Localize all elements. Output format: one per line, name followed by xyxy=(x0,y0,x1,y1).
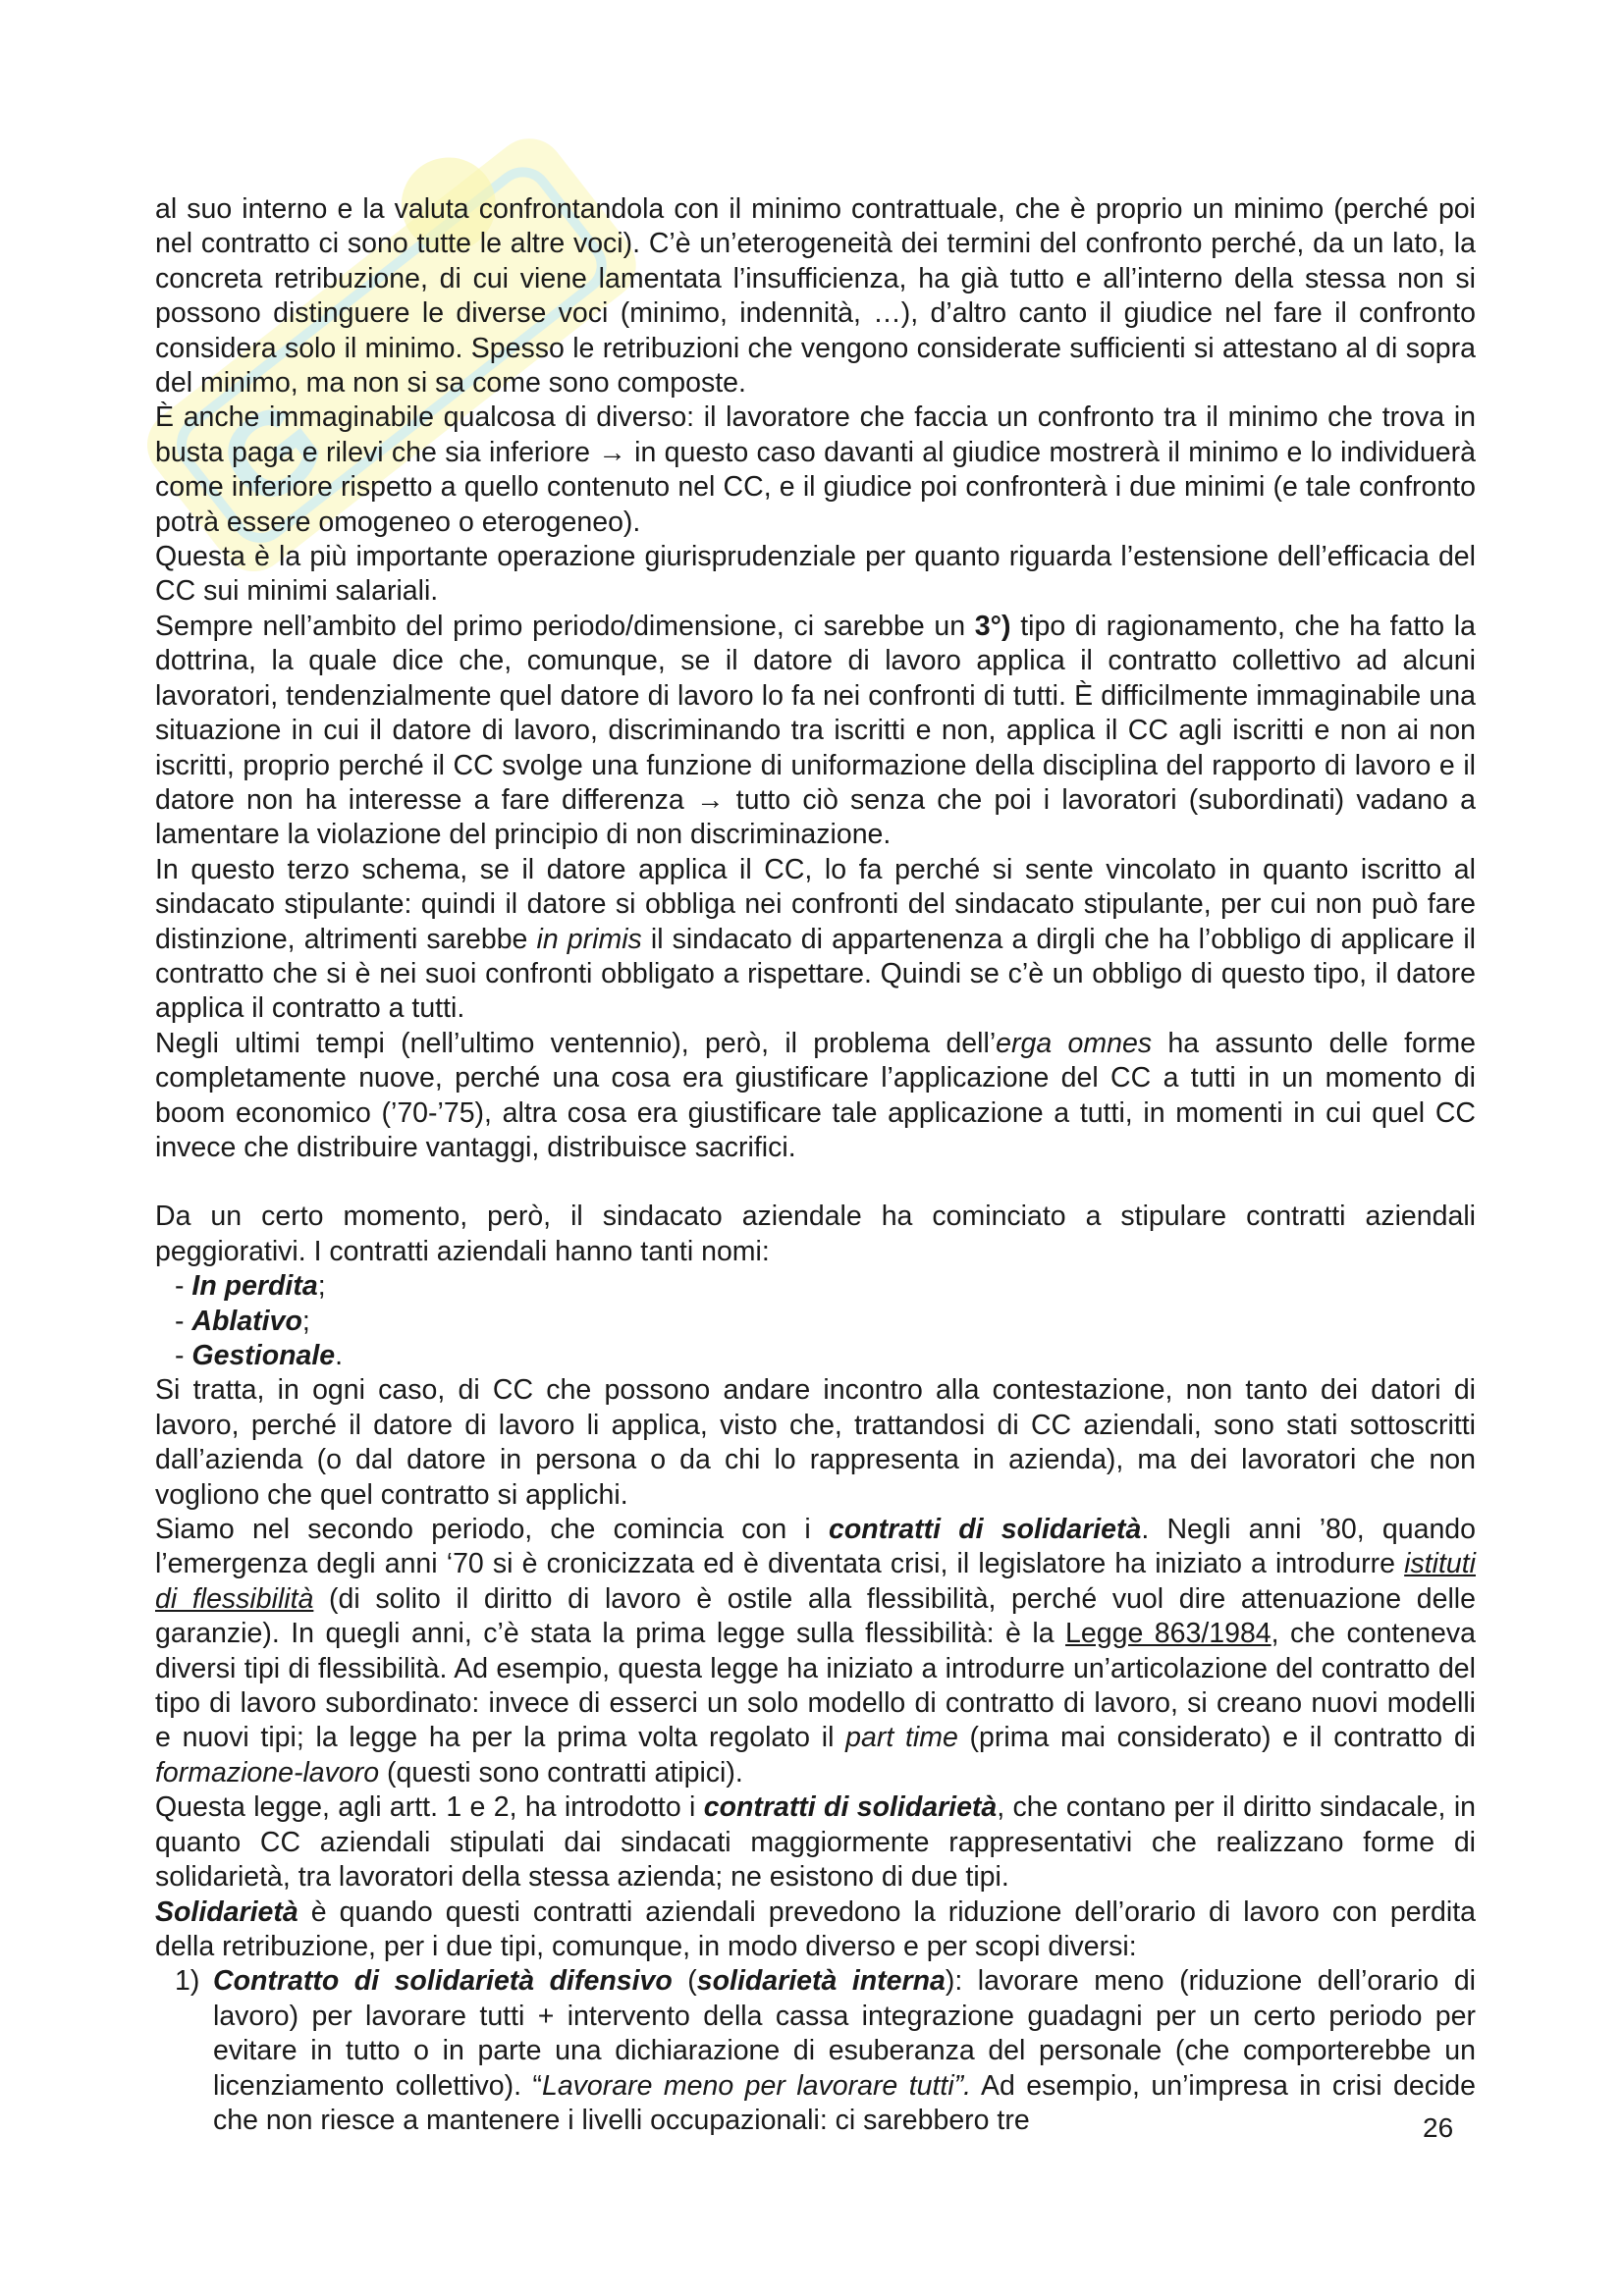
paragraph: Questa è la più importante operazione giurisprudenziale per quanto riguarda l’estensione dell’efficacia del CC sui minimi salariali. xyxy=(155,541,1476,608)
paragraph: È anche immaginabile qualcosa di diverso: il lavoratore che faccia un confronto tra il minimo che trova in busta paga e rilevi che sia inferiore → in questo caso davanti al giudice mostrerà il minimo e lo individuerà come inferiore rispetto a quello contenuto nel CC, e il giudice poi confronterà i due minimi (e tale confronto potrà essere omogeneo o eterogeneo). xyxy=(155,401,1476,538)
paragraph: Si tratta, in ogni caso, di CC che possono andare incontro alla contestazione, non tanto dei datori di lavoro, perché il datore di lavoro li applica, visto che, trattandosi di CC aziendali, sono stati sottoscritti dall’azienda (o dal datore in persona o da chi lo rappresenta in azienda), ma dei lavoratori che non vogliono che quel contratto si applichi. xyxy=(155,1374,1476,1511)
paragraph: al suo interno e la valuta confrontandola con il minimo contrattuale, che è proprio un minimo (perché poi nel contratto ci sono tutte le altre voci). C’è un’eterogeneità dei termini del confronto perché, da un lato, la concreta retribuzione, di cui viene lamentata l’insufficienza, ha già tutto e all’interno della stessa non si possono distinguere le diverse voci (minimo, indennità, …), d’altro canto il giudice nel fare il confronto considera solo il minimo. Spesso le retribuzioni che vengono considerate sufficienti si attestano al di sopra del minimo, ma non si sa come sono composte. xyxy=(155,193,1476,400)
solidarity-types-list xyxy=(155,1964,1476,2138)
paragraph: Siamo nel secondo periodo, che comincia con i contratti di solidarietà. Negli anni ’80, quando l’emergenza degli anni ‘70 si è cronicizzata ed è diventata crisi, il legislatore ha iniziato a introdurre istituti di flessibilità (di solito il diritto di lavoro è ostile alla flessibilità, perché vuol dire attenuazione delle garanzie). In quegli anni, c’è stata la prima legge sulla flessibilità: è la Legge 863/1984, che conteneva diversi tipi di flessibilità. Ad esempio, questa legge ha iniziato a introdurre un’articolazione del contratto del tipo di lavoro subordinato: invece di esserci un solo modello di contratto di lavoro, si creano nuovi modelli e nuovi tipi; la legge ha per la prima volta regolato il part time (prima mai considerato) e il contratto di formazione-lavoro (questi sono contratti atipici). xyxy=(155,1514,1477,1789)
svg-text:G: G xyxy=(194,373,349,534)
paragraph-spacer xyxy=(155,1165,1476,1200)
list-item: - In perdita; xyxy=(175,1270,326,1303)
list-number: 1) xyxy=(175,1965,200,1998)
paragraph: Questa legge, agli artt. 1 e 2, ha introdotto i contratti di solidarietà, che contano per il diritto sindacale, in quanto CC aziendali stipulati dai sindacati maggiormente rappresentativi che realizzano forme di solidarietà, tra lavoratori della stessa azienda; ne esistono di due tipi. xyxy=(155,1791,1476,1894)
list-item: 1) Contratto di solidarietà difensivo (solidarietà interna): lavorare meno (riduzione dell’orario di lavoro) per lavorare tutti + intervento della cassa integrazione guadagni per un certo periodo per evitare in tutto o in parte una dichiarazione di esuberanza del personale (che comporterebbe un licenziamento collettivo). “Lavorare meno per lavorare tutti”. Ad esempio, un’impresa in crisi decide che non riesce a mantenere i livelli occupazionali: ci sarebbero tre xyxy=(175,1965,1476,2136)
contract-names-list xyxy=(155,1269,1476,1373)
page-number: 26 xyxy=(1423,2112,1454,2143)
paragraph: In questo terzo schema, se il datore applica il CC, lo fa perché si sente vincolato in quanto iscritto al sindacato stipulante: quindi il datore si obbliga nei confronti del sindacato stipulante, per cui non può fare distinzione, altrimenti sarebbe in primis il sindacato di appartenenza a dirgli che ha l’obbligo di applicare il contratto che si è nei suoi confronti obbligato a rispettare. Quindi se c’è un obbligo di questo tipo, il datore applica il contratto a tutti. xyxy=(155,853,1476,1025)
list-item: - Gestionale. xyxy=(175,1340,344,1371)
paragraph: Da un certo momento, però, il sindacato aziendale ha cominciato a stipulare contratti aziendali peggiorativi. I contratti aziendali hanno tanti nomi: xyxy=(155,1201,1476,1267)
document-body xyxy=(155,192,1476,2138)
paragraph: Negli ultimi tempi (nell’ultimo ventennio), però, il problema dell’erga omnes ha assunto delle forme completamente nuove, perché una cosa era giustificare l’applicazione del CC a tutti in un momento di boom economico (’70-’75), altra cosa era giustificare tale applicazione a tutti, in momenti in cui quel CC invece che distribuire vantaggi, distribuisce sacrifici. xyxy=(155,1027,1476,1163)
paragraph: Solidarietà è quando questi contratti aziendali prevedono la riduzione dell’orario di lavoro con perdita della retribuzione, per i due tipi, comunque, in modo diverso e per scopi diversi: xyxy=(155,1896,1476,1962)
paragraph: Sempre nell’ambito del primo periodo/dimensione, ci sarebbe un 3°) tipo di ragionamento, che ha fatto la dottrina, la quale dice che, comunque, se il datore di lavoro applica il contratto collettivo ad alcuni lavoratori, tendenzialmente quel datore di lavoro lo fa nei confronti di tutti. È difficilmente immaginabile una situazione in cui il datore di lavoro, discriminando tra iscritti e non, applica il CC agli iscritti e non ai non iscritti, proprio perché il CC svolge una funzione di uniformazione della disciplina del rapporto di lavoro e il datore non ha interesse a fare differenza → tutto ciò senza che poi i lavoratori (subordinati) vadano a lamentare la violazione del principio di non discriminazione. xyxy=(155,610,1476,851)
list-item: - Ablativo; xyxy=(175,1305,310,1337)
